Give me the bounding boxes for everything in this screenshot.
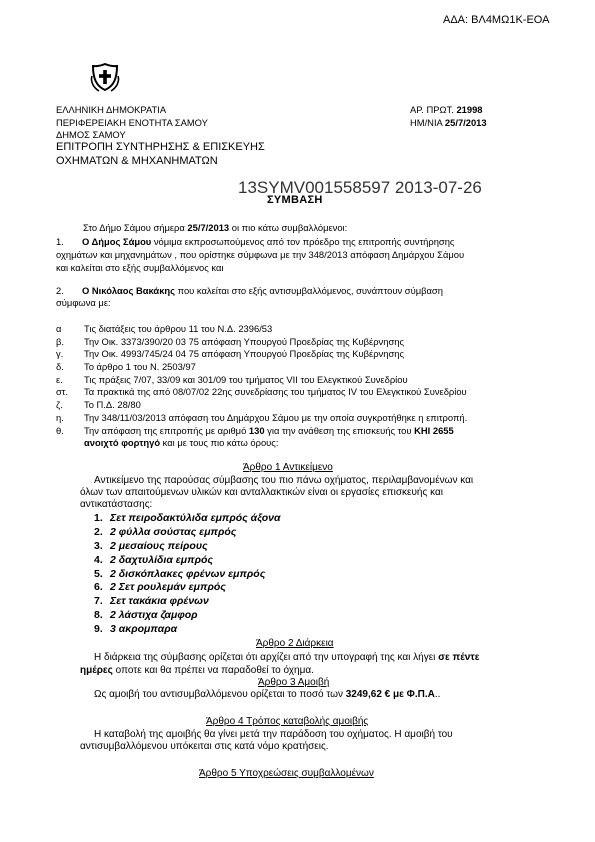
- article2-heading: Άρθρο 2 Διάρκεια: [256, 638, 334, 649]
- party1-line2: οχημάτων και μηχανημάτων , που ορίστηκε σύμφωνα με την 348/2013 απόφαση Δημάρχου Σάμου: [56, 249, 465, 260]
- protocol-number: ΑΡ. ΠΡΩΤ. 21998: [410, 104, 483, 115]
- repair-item: 5. 2 δισκόπλακες φρένων εμπρός: [94, 567, 266, 580]
- intro-line: Στο Δήμο Σάμου σήμερα 25/7/2013 οι πιο κάτω συμβαλλόμενοι:: [83, 222, 348, 233]
- article2-line1: Η διάρκεια της σύμβασης ορίζεται ότι αρχίζει από την υπογραφή της και λήγει σε πέντε: [94, 652, 480, 663]
- article4-heading: Άρθρο 4 Τρόπος καταβολής αμοιβής: [206, 716, 369, 727]
- article3-heading: Άρθρο 3 Αμοιβή: [258, 677, 330, 688]
- consideration-theta-line2: ανοιχτό φορτηγό και με τους πιο κάτω όρους:: [84, 437, 279, 448]
- consideration-item: ζ. Το Π.Δ. 28/80: [56, 399, 141, 411]
- consideration-item: β. Την Οικ. 3373/390/20 03 75 απόφαση Υπουργού Προεδρίας της Κυβέρνησης: [56, 335, 404, 347]
- issuer-line: ΟΧΗΜΑΤΩΝ & ΜΗΧΑΝΗΜΑΤΩΝ: [56, 154, 218, 167]
- repair-item: 6. 2 Σετ ρουλεμάν εμπρός: [94, 581, 226, 594]
- article5-heading: Άρθρο 5 Υποχρεώσεις συμβαλλομένων: [199, 768, 374, 779]
- coat-of-arms-emblem: [90, 62, 120, 92]
- article1-line1: Αντικείμενο της παρούσας σύμβασης του πιο πάνω οχήματος, περιλαμβανομένων και: [94, 475, 474, 486]
- consideration-item: στ. Τα πρακτικά της από 08/07/02 22ης συνεδρίασης του τμήματος IV του Ελεγκτικού Συνεδρίου: [56, 386, 467, 398]
- party2-line1: Ο Νικόλαος Βακάκης που καλείται στο εξής αντισυμβαλλόμενος, συνάπτουν σύμβαση: [82, 285, 443, 296]
- repair-item: 9. 3 ακρομπαρα: [94, 623, 178, 636]
- consideration-item: ε. Τις πράξεις 7/07, 33/09 και 301/09 του τμήματος VII του Ελεγκτικού Συνεδρίου: [56, 373, 408, 385]
- consideration-theta-line1: Την απόφαση της επιτροπής με αριθμό 130 για την ανάθεση της επισκευής του ΚΗΙ 2655: [84, 425, 454, 436]
- article1-line2: όλων των απαιτούμενων υλικών και ανταλλακτικών είναι οι εργασίες επισκευής και: [80, 487, 443, 498]
- considerations-list: [56, 323, 546, 425]
- issuer-line: ΕΠΙΤΡΟΠΗ ΣΥΝΤΗΡΗΣΗΣ & ΕΠΙΣΚΕΥΗΣ: [56, 140, 265, 153]
- repair-item: 2. 2 φύλλα σούστας εμπρός: [94, 525, 237, 538]
- repair-item: 4. 2 δαχτυλίδια εμπρός: [94, 553, 213, 566]
- repair-items-list: [94, 512, 280, 637]
- consideration-item: δ. Το άρθρο 1 του Ν. 2503/97: [56, 361, 196, 373]
- protocol-date: ΗΜ/ΝΙΑ 25/7/2013: [410, 117, 487, 128]
- ada-code: ΑΔΑ: ΒΛ4ΜΩ1Κ-ΕΟΑ: [443, 14, 550, 26]
- consideration-item: η. Την 348/11/03/2013 απόφαση του Δημάρχου Σάμου με την οποία συγκροτήθηκε η επιτροπή.: [56, 411, 468, 423]
- issuer-line: ΕΛΛΗΝΙΚΗ ΔΗΜΟΚΡΑΤΙΑ: [56, 104, 167, 115]
- party1-line3: και καλείται στο εξής συμβαλλόμενος και: [56, 262, 224, 273]
- article4-line1: Η καταβολή της αμοιβής θα γίνει μετά την παράδοση του οχήματος. Η αμοιβή του: [94, 729, 453, 740]
- issuer-line: ΠΕΡΙΦΕΡΕΙΑΚΗ ΕΝΟΤΗΤΑ ΣΑΜΟΥ: [56, 116, 208, 128]
- repair-item: 3. 2 μεσαίους πείρους: [94, 539, 208, 552]
- party1-number: 1.: [56, 236, 64, 247]
- issuer-line: ΔΗΜΟΣ ΣΑΜΟΥ: [56, 129, 126, 140]
- repair-item: 7. Σετ τακάκια φρένων: [94, 595, 209, 608]
- article3-line: Ως αμοιβή του αντισυμβαλλόμενου ορίζεται το ποσό των 3249,62 € με Φ.Π.Α..: [94, 689, 441, 700]
- repair-item: 8. 2 λάστιχα ζαμφορ: [94, 609, 198, 622]
- consideration-theta-letter: θ.: [56, 425, 64, 436]
- issuer-block: [56, 104, 265, 170]
- party1-line1: Ο Δήμος Σάμου νόμιμα εκπροσωπούμενος από τον πρόεδρο της επιτροπής συντήρησης: [82, 236, 455, 247]
- article1-heading: Άρθρο 1 Αντικείμενο: [243, 462, 333, 473]
- article2-line2: ημέρες οποτε και θα πρέπει να παραδοθεί το όχημα.: [80, 665, 314, 676]
- registry-stamp: 13SYMV001558597 2013-07-26: [238, 178, 482, 197]
- article4-line2: αντισυμβαλλόμενου υπόκειται στις κατά νόμο κρατήσεις.: [80, 741, 329, 752]
- party2-number: 2.: [56, 285, 64, 296]
- party2-line2: σύμφωνα με:: [56, 297, 111, 308]
- document-title: ΣΥΜΒΑΣΗ: [267, 194, 323, 206]
- repair-item: 1. Σετ πειροδακτύλιδα εμπρός άξονα: [94, 512, 281, 524]
- article1-line3: αντικατάστασης:: [80, 499, 153, 510]
- consideration-item: γ. Την Οικ. 4993/745/24 04 75 απόφαση Υπουργού Προεδρίας της Κυβέρνησης: [56, 348, 404, 360]
- consideration-item: α Τις διατάξεις του άρθρου 11 του Ν.Δ. 2396/53: [56, 323, 273, 334]
